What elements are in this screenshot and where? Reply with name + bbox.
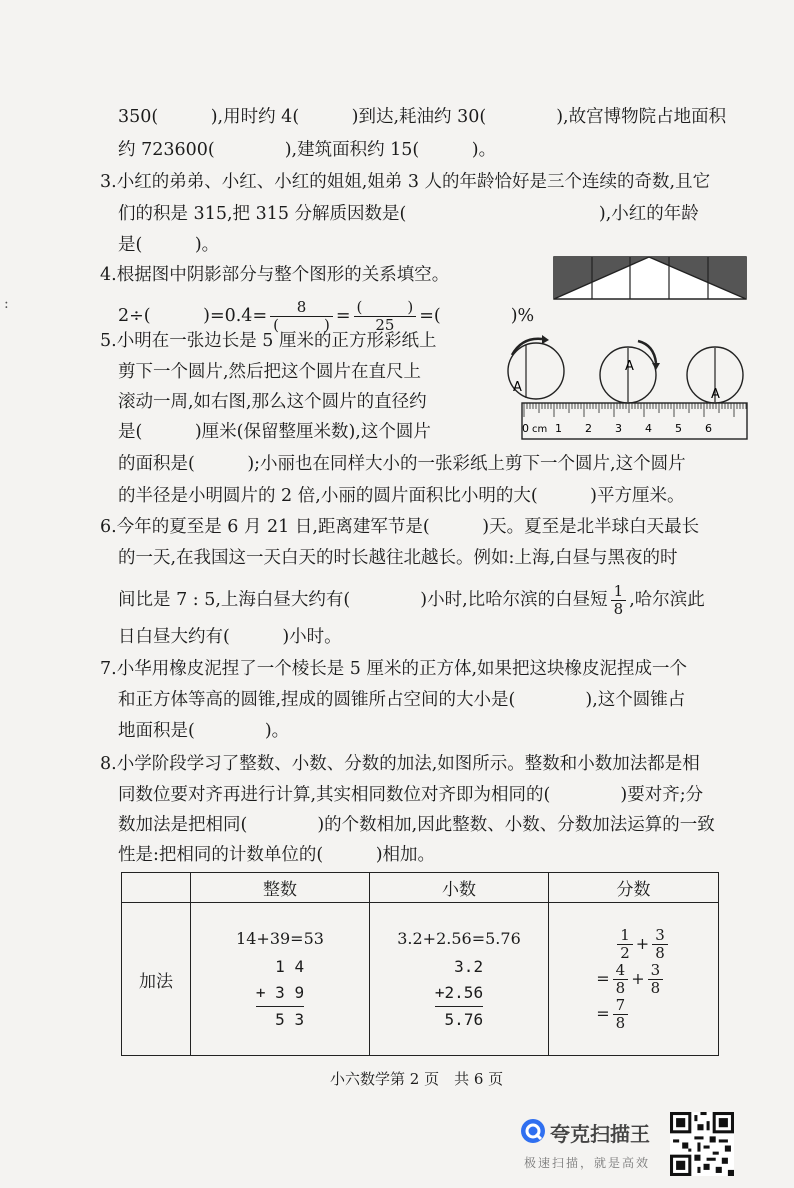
point-label: A	[513, 380, 522, 395]
numerator: 1	[611, 583, 627, 601]
fraction-step	[596, 997, 671, 1032]
ruler-ticks	[524, 403, 746, 417]
text-line: 是( )厘米(保留整厘米数),这个圆片	[118, 422, 431, 442]
text-line: 地面积是( )。	[118, 721, 290, 741]
text-line: 的半径是小明圆片的 2 倍,小丽的圆片面积比小明的大( )平方厘米。	[118, 486, 685, 506]
shaded-rectangle-figure	[553, 256, 748, 302]
text-segment: =( )%	[419, 306, 535, 326]
numerator: 4	[613, 962, 629, 980]
equation: 3.2+2.56=5.76	[397, 928, 521, 948]
ruler-tick-label: 3	[615, 422, 622, 435]
text-line: 的一天,在我国这一天白天的时长越往北越长。例如:上海,白昼与黑夜的时	[118, 548, 678, 568]
text-line: 和正方体等高的圆锥,捏成的圆锥所占空间的大小是( ),这个圆锥占	[118, 690, 686, 710]
ruler-tick-label: 5	[675, 422, 682, 435]
numerator: 3	[648, 962, 664, 980]
table-row	[122, 903, 719, 1056]
denominator: 8	[615, 978, 626, 997]
table-header: 整数	[191, 873, 370, 903]
text-segment: ,哈尔滨此	[629, 590, 705, 610]
vertical-calc	[256, 954, 304, 1033]
calc-top: 1 4	[275, 956, 305, 976]
text-segment: 2÷( )=0.4=	[118, 306, 268, 326]
text-line: 性是:把相同的计数单位的( )相加。	[118, 845, 436, 865]
numerator: 8	[270, 299, 333, 317]
rotation-arrow	[638, 341, 656, 363]
rolling-circle-ruler-figure	[502, 335, 752, 443]
addition-comparison-table	[121, 872, 719, 1056]
ruler-tick-label: 1	[555, 422, 562, 435]
numerator: 1	[617, 927, 633, 945]
denominator: 25	[375, 316, 395, 334]
decimal-cell	[370, 903, 549, 1056]
numerator: ( )	[354, 299, 417, 317]
ruler-tick-label: 4	[645, 422, 652, 435]
scanner-slogan: 极速扫描，就是高效	[524, 1156, 651, 1170]
row-label: 加法	[122, 903, 191, 1056]
text-segment: 间比是 7 : 5,上海白昼大约有( )小时,比哈尔滨的白昼短	[118, 590, 608, 610]
integer-cell	[191, 903, 370, 1056]
equation: 14+39=53	[236, 928, 324, 948]
denominator: 8	[650, 978, 661, 997]
text-line: 数加法是把相同( )的个数相加,因此整数、小数、分数加法运算的一致	[118, 815, 715, 835]
fraction-cell	[549, 903, 719, 1056]
operator: +	[635, 933, 650, 953]
numerator: 7	[613, 997, 629, 1015]
scanner-logo-icon	[520, 1118, 546, 1144]
arrow-head	[652, 363, 660, 370]
text-line: 约 723600( ),建筑面积约 15( )。	[118, 140, 497, 160]
table-header: 小数	[370, 873, 549, 903]
ruler-tick-label: 0	[522, 422, 529, 435]
denominator: 8	[655, 943, 665, 962]
question-8: 8.小学阶段学习了整数、小数、分数的加法,如图所示。整数和小数加法都是相	[100, 754, 700, 774]
calc-result: 5 3	[256, 1006, 304, 1033]
denominator: 8	[615, 1013, 626, 1032]
question-6: 6.今年的夏至是 6 月 21 日,距离建军节是( )天。夏至是北半球白天最长	[100, 517, 700, 537]
scanner-brand: 夸克扫描王	[550, 1122, 650, 1146]
calc-result: 5.76	[435, 1006, 483, 1033]
question-7: 7.小华用橡皮泥捏了一个棱长是 5 厘米的正方体,如果把这块橡皮泥捏成一个	[100, 659, 688, 679]
question-3: 3.小红的弟弟、小红、小红的姐姐,姐弟 3 人的年龄恰好是三个连续的奇数,且它	[100, 172, 711, 192]
vertical-calc	[435, 954, 483, 1033]
fraction-step	[614, 927, 671, 962]
text-line: 是( )。	[118, 235, 220, 255]
margin-mark: :	[4, 296, 9, 312]
operator: +	[631, 968, 645, 988]
fraction	[611, 583, 627, 618]
text-line: 剪下一个圆片,然后把这个圆片在直尺上	[118, 362, 422, 382]
text-line: 的面积是( );小丽也在同样大小的一张彩纸上剪下一个圆片,这个圆片	[118, 454, 686, 474]
rotation-arrow	[512, 339, 542, 355]
denominator: 8	[613, 600, 624, 618]
qr-code-icon	[670, 1112, 734, 1176]
calc-top: 3.2	[454, 956, 484, 976]
text-line: 日白昼大约有( )小时。	[118, 627, 342, 647]
equals-sign: =	[596, 1003, 610, 1023]
page-footer: 小六数学第 2 页 共 6 页	[330, 1070, 504, 1088]
numerator: 3	[652, 927, 668, 945]
denominator: ( )	[273, 316, 330, 334]
question-4: 4.根据图中阴影部分与整个图形的关系填空。	[100, 265, 450, 285]
ruler-unit-label: cm	[532, 424, 548, 435]
table-header-row	[122, 873, 719, 903]
text-line: 们的积是 315,把 315 分解质因数是( ),小红的年龄	[118, 204, 699, 224]
table-header	[122, 873, 191, 903]
equals-sign: =	[596, 968, 610, 988]
question-5: 5.小明在一张边长是 5 厘米的正方形彩纸上	[100, 331, 437, 351]
text-line: 同数位要对齐再进行计算,其实相同数位对齐即为相同的( )要对齐;分	[118, 785, 704, 805]
ruler-tick-label: 2	[585, 422, 592, 435]
point-label: A	[625, 359, 634, 374]
calc-add: +2.56	[434, 982, 484, 1002]
q6-fraction-line	[118, 578, 705, 622]
calc-add: + 3 9	[255, 982, 305, 1002]
text-line: 350( ),用时约 4( )到达,耗油约 30( ),故宫博物院占地面积	[118, 107, 727, 127]
point-label: A	[711, 387, 720, 402]
equals-sign: =	[335, 306, 351, 326]
table-header: 分数	[549, 873, 719, 903]
denominator: 2	[620, 943, 630, 962]
ruler-tick-label: 6	[705, 422, 712, 435]
fraction-step	[596, 962, 671, 997]
arrow-head	[542, 335, 549, 344]
text-line: 滚动一周,如右图,那么这个圆片的直径约	[118, 392, 427, 412]
